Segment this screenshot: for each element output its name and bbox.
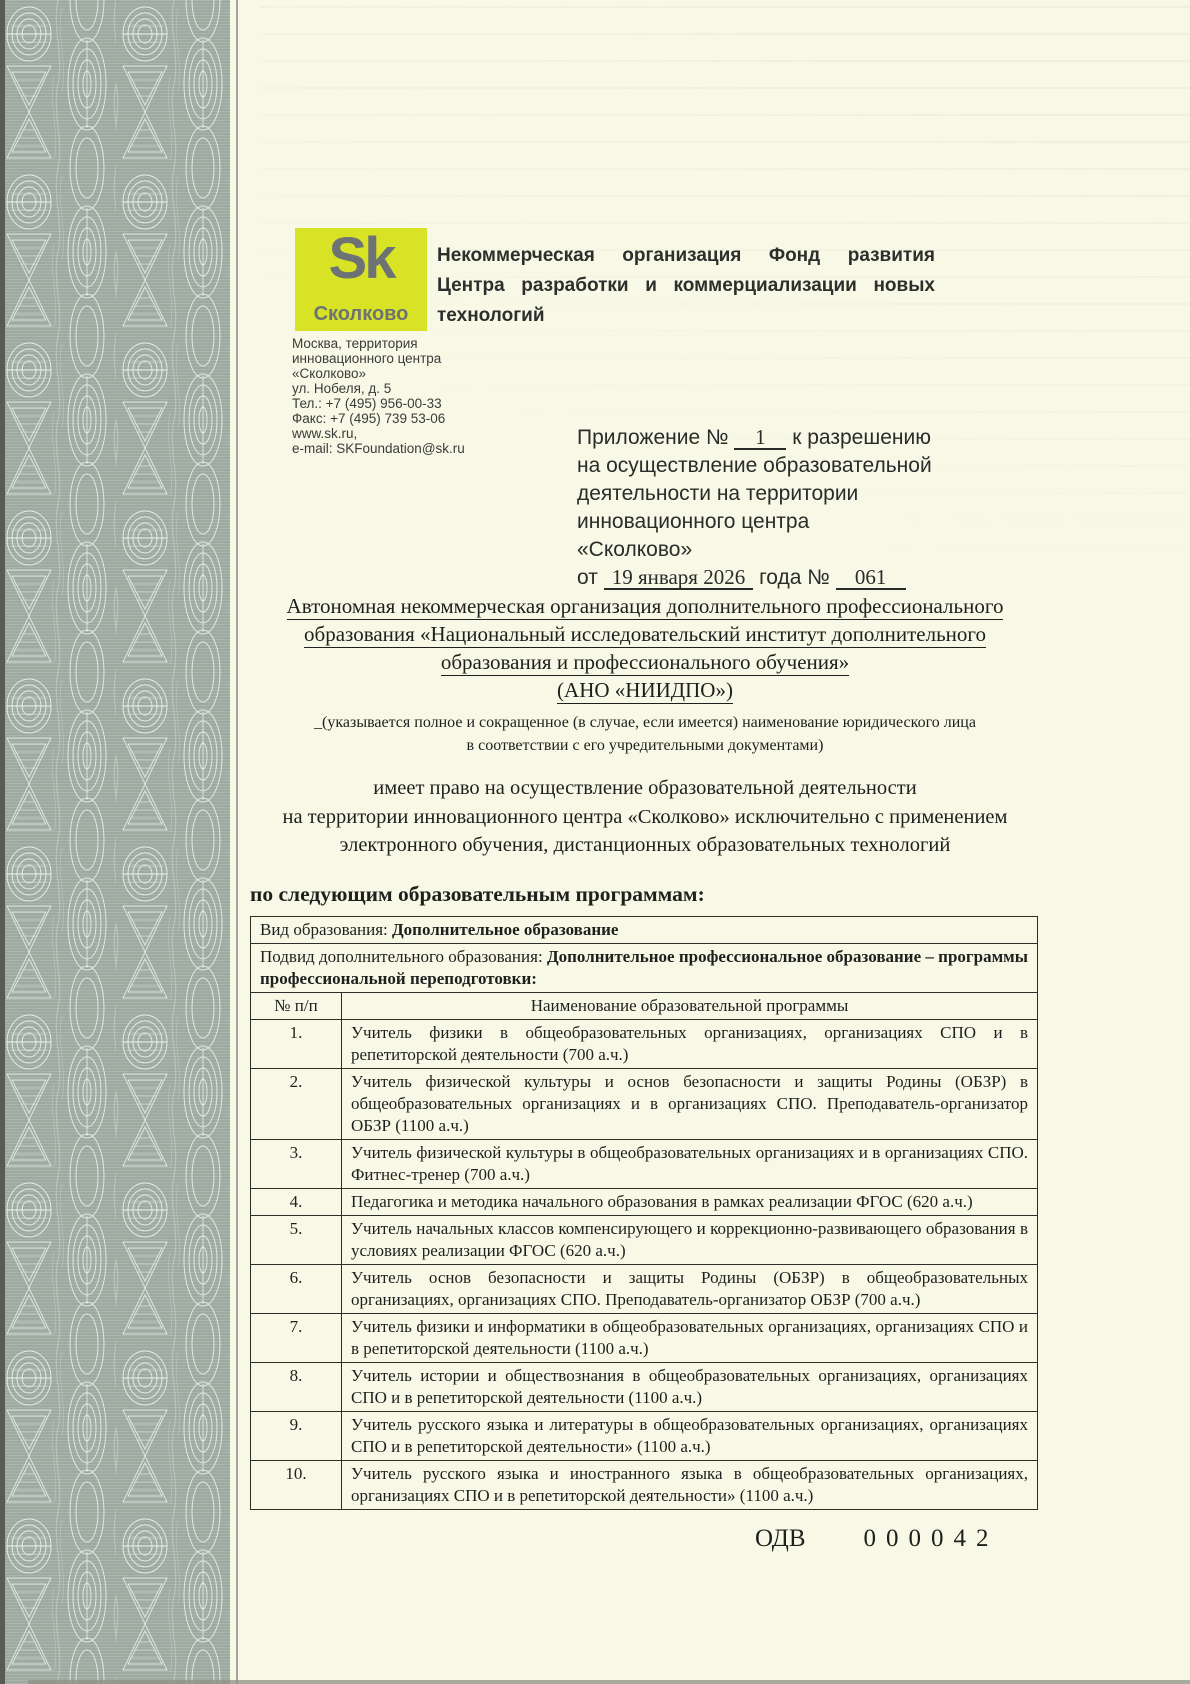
licensee-organization-name	[250, 592, 1040, 704]
footnote-line: _(указывается полное и сокращенное (в случае, если имеется) наименование юридического лица	[314, 714, 976, 731]
table-row	[251, 1264, 1038, 1313]
rights-statement-line: электронного обучения, дистанционных образовательных технологий	[339, 834, 951, 856]
appendix-line-3: деятельности на территории	[577, 482, 859, 505]
table-header-row	[251, 992, 1038, 1019]
program-name-cell: Учитель русского языка и иностранного языка в общеобразовательных организациях, организациях СПО и в репетиторской деятельности» (1100 а.ч.)	[342, 1460, 1038, 1509]
table-row	[251, 1362, 1038, 1411]
date-from-label: от	[577, 566, 598, 589]
rights-statement-line: на территории инновационного центра «Сколково» исключительно с применением	[282, 805, 1008, 828]
program-name-cell: Учитель начальных классов компенсирующего и коррекционно-развивающего образования в условиях реализации ФГОС (620 а.ч.)	[342, 1215, 1038, 1264]
letterhead-organization-name: Некоммерческая организация Фонд развития Центра разработки и коммерциализации новых технологий	[437, 245, 935, 326]
guilloche-security-band	[0, 0, 230, 1684]
rights-statement	[250, 774, 1040, 860]
column-header-number: № п/п	[251, 992, 342, 1019]
program-name-cell: Учитель русского языка и литературы в общеобразовательных организациях, организациях СПО и в репетиторской деятельности» (1100 а.ч.)	[342, 1411, 1038, 1460]
address-line: Факс: +7 (495) 739 53-06	[292, 411, 446, 426]
table-row	[251, 1188, 1038, 1215]
appendix-date-line	[577, 564, 1047, 592]
appendix-reference-block	[577, 424, 1047, 592]
education-subkind-label: Подвид дополнительного образования:	[260, 946, 543, 966]
rights-statement-line: имеет право на осуществление образовательной деятельности	[373, 777, 917, 799]
program-number-cell: 4.	[251, 1188, 342, 1215]
program-number-cell: 5.	[251, 1215, 342, 1264]
program-name-cell: Учитель физической культуры и основ безопасности и защиты Родины (ОБЗР) в общеобразовательных организациях и в организациях СПО. Преподаватель-организатор ОБЗР (1100 а.ч.)	[342, 1068, 1038, 1139]
band-separator-rule	[236, 0, 238, 1684]
appendix-number-field: 1	[734, 426, 786, 450]
education-kind-row	[251, 916, 1038, 943]
address-line: www.sk.ru,	[292, 426, 358, 441]
footnote-line: в соответствии с его учредительными документами)	[466, 737, 824, 754]
organization-name-footnote	[250, 711, 1040, 757]
address-line: Москва, территория	[292, 336, 418, 351]
program-name-cell: Педагогика и методика начального образования в рамках реализации ФГОС (620 а.ч.)	[342, 1188, 1038, 1215]
organization-name-line: образования и профессионального обучения»	[440, 650, 850, 674]
appendix-label: Приложение №	[577, 426, 729, 449]
skolkovo-wordmark: Сколково	[313, 303, 409, 325]
program-name-cell: Учитель физики и информатики в общеобразовательных организациях, организациях СПО и в репетиторской деятельности (1100 а.ч.)	[342, 1313, 1038, 1362]
table-row	[251, 1411, 1038, 1460]
organization-name-line: (АНО «НИИДПО»)	[557, 678, 733, 702]
program-number-cell: 10.	[251, 1460, 342, 1509]
table-row	[251, 1460, 1038, 1509]
program-name-cell: Учитель физики в общеобразовательных организациях, организациях СПО и в репетиторской деятельности (700 а.ч.)	[342, 1019, 1038, 1068]
blank-serial-number	[755, 1525, 1040, 1553]
document-body	[250, 592, 1040, 1553]
table-row	[251, 1019, 1038, 1068]
skolkovo-logo	[295, 228, 427, 331]
table-row	[251, 1215, 1038, 1264]
appendix-line-5: «Сколково»	[577, 538, 693, 561]
organization-name-line: образования «Национальный исследовательский институт дополнительного	[304, 622, 986, 646]
education-subkind-cell	[251, 943, 1038, 992]
program-name-cell: Учитель физической культуры в общеобразовательных организациях и в организациях СПО. Фитнес-тренер (700 а.ч.)	[342, 1139, 1038, 1188]
date-mid-label: года №	[759, 566, 830, 589]
education-kind-cell	[251, 916, 1038, 943]
program-number-cell: 2.	[251, 1068, 342, 1139]
serial-series: ОДВ	[755, 1524, 806, 1552]
organization-name-line: Автономная некоммерческая организация дополнительного профессионального	[286, 594, 1004, 618]
address-line: e-mail: SKFoundation@sk.ru	[292, 441, 465, 456]
education-kind-value: Дополнительное образование	[391, 919, 619, 939]
program-number-cell: 9.	[251, 1411, 342, 1460]
permission-date-field: 19 января 2026	[604, 566, 754, 590]
serial-digits: 000042	[863, 1524, 999, 1552]
education-kind-label: Вид образования:	[260, 919, 388, 939]
page-bottom-edge	[28, 1680, 1190, 1684]
permission-number-field: 061	[836, 566, 906, 590]
program-number-cell: 8.	[251, 1362, 342, 1411]
appendix-line-2: на осуществление образовательной	[577, 454, 932, 477]
band-dark-edge	[0, 0, 5, 1684]
program-name-cell: Учитель истории и обществознания в общеобразовательных организациях, организациях СПО и в репетиторской деятельности (1100 а.ч.)	[342, 1362, 1038, 1411]
table-row	[251, 1139, 1038, 1188]
program-number-cell: 6.	[251, 1264, 342, 1313]
program-number-cell: 1.	[251, 1019, 342, 1068]
column-header-program-name: Наименование образовательной программы	[342, 992, 1038, 1019]
address-line: инновационного центра	[292, 351, 442, 366]
program-number-cell: 7.	[251, 1313, 342, 1362]
address-line: ул. Нобеля, д. 5	[292, 381, 392, 396]
address-line: «Сколково»	[292, 366, 367, 381]
skolkovo-monogram: Sk	[328, 226, 394, 291]
table-row	[251, 1068, 1038, 1139]
appendix-label-suffix: к разрешению	[792, 426, 931, 449]
appendix-line-4: инновационного центра	[577, 510, 810, 533]
letterhead-address-block	[292, 336, 465, 456]
band-hatch-overlay	[0, 0, 230, 1684]
education-subkind-row	[251, 943, 1038, 992]
programs-heading: по следующим образовательным программам:	[250, 881, 705, 906]
programs-table	[250, 916, 1038, 1510]
program-name-cell: Учитель основ безопасности и защиты Родины (ОБЗР) в общеобразовательных организациях, организациях СПО. Преподаватель-организатор ОБЗР (700 а.ч.)	[342, 1264, 1038, 1313]
table-row	[251, 1313, 1038, 1362]
education-subkind-value: Дополнительное профессиональное образование – программы профессиональной переподготовки:	[260, 946, 1029, 988]
appendix-line-1	[577, 424, 1047, 452]
program-number-cell: 3.	[251, 1139, 342, 1188]
programs-table-body	[251, 1019, 1038, 1509]
address-line: Тел.: +7 (495) 956-00-33	[292, 396, 442, 411]
